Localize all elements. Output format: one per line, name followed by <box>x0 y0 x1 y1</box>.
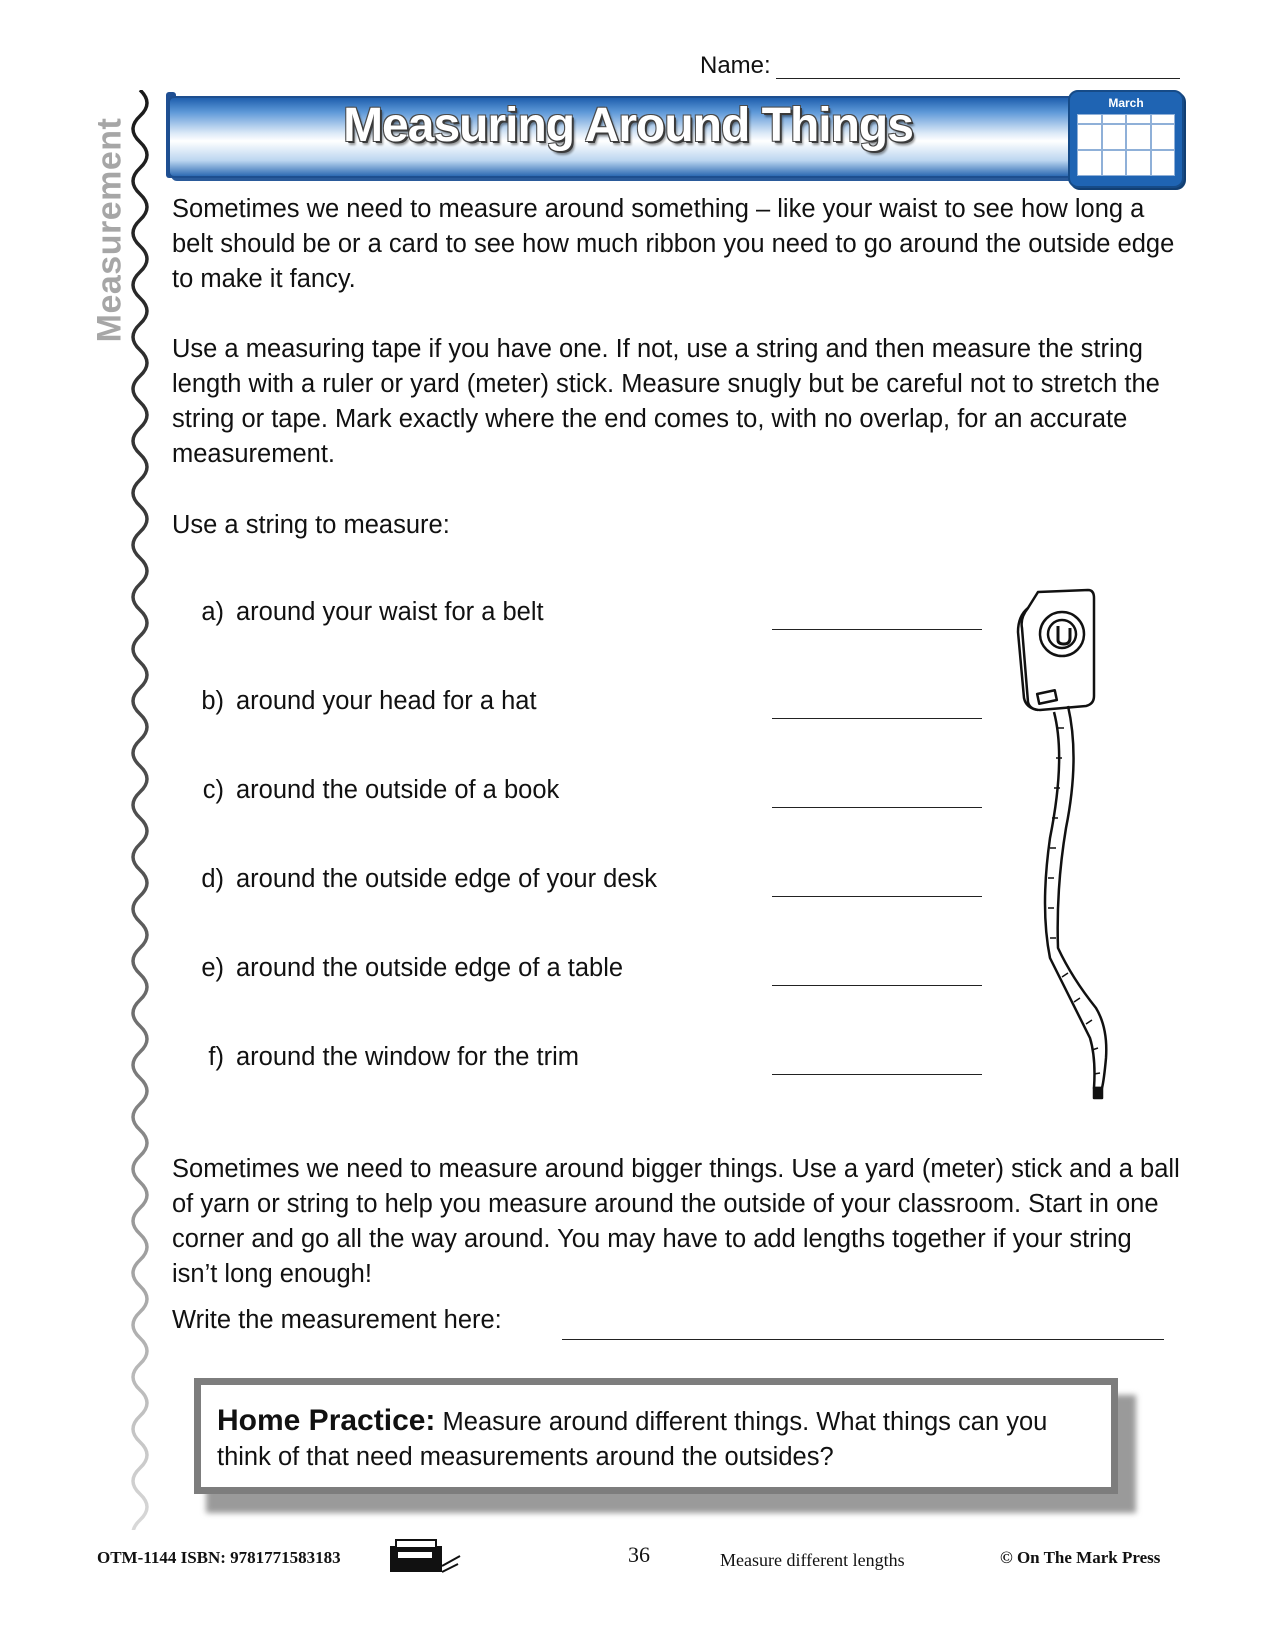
intro-paragraph: Sometimes we need to measure around something – like your waist to see how long a belt should be or a card to see how much ribbon you need to go around the outside edge to make it fancy. <box>172 195 1175 293</box>
item-letter: c) <box>202 776 224 804</box>
answer-line-d[interactable] <box>772 896 982 897</box>
home-practice-label: Home Practice: <box>217 1404 436 1437</box>
item-letter: f) <box>208 1043 224 1071</box>
write-measurement-line[interactable] <box>562 1339 1164 1340</box>
bigger-things-paragraph: Sometimes we need to measure around bigger things. Use a yard (meter) stick and a ball of yarn or string to help you measure around the outside of your classroom. Start in one corner and go all the way around. You may have to add lengths together if your string isn’t long enough! <box>172 1155 1180 1288</box>
footer-copyright: © On The Mark Press <box>1000 1548 1161 1567</box>
write-measurement-label: Write the measurement here: <box>172 1306 502 1334</box>
item-letter: d) <box>201 865 224 893</box>
list-item <box>184 954 744 988</box>
name-label: Name: <box>700 52 771 79</box>
item-text: around your waist for a belt <box>236 598 544 626</box>
answer-line-e[interactable] <box>772 985 982 986</box>
footer-isbn: OTM-1144 ISBN: 9781771583183 <box>97 1548 341 1567</box>
page-number: 36 <box>628 1542 650 1567</box>
page-title: Measuring Around Things <box>343 99 913 152</box>
answer-line-f[interactable] <box>772 1074 982 1075</box>
calendar-month: March <box>1108 96 1144 110</box>
item-letter: b) <box>201 687 224 715</box>
item-letter: e) <box>201 954 224 982</box>
answer-line-b[interactable] <box>772 718 982 719</box>
instructions-paragraph: Use a measuring tape if you have one. If not, use a string and then measure the string length with a ruler or yard (meter) stick. Measure snugly but be careful not to stretch the string or tape. Mark exactly where the end comes to, with no overlap, for an accurate measurement. <box>172 335 1160 468</box>
list-item <box>184 776 744 810</box>
calendar-grid <box>1077 114 1175 176</box>
list-item <box>184 1043 744 1077</box>
item-text: around the outside of a book <box>236 776 560 804</box>
list-item <box>184 865 744 899</box>
home-practice-body: Measure around different things. What things can you think of that need measurements around the outsides? <box>217 1408 1048 1471</box>
side-tab-text: Measurement <box>90 117 129 343</box>
answer-line-c[interactable] <box>772 807 982 808</box>
name-field[interactable] <box>700 52 1180 84</box>
home-practice-box <box>194 1378 1118 1494</box>
calendar-icon <box>1068 90 1184 188</box>
wavy-border-line <box>133 90 147 1530</box>
tape-measure-icon <box>1010 588 1120 1100</box>
list-item <box>184 598 744 632</box>
item-text: around the window for the trim <box>236 1043 580 1071</box>
footer-topic: Measure different lengths <box>720 1550 905 1570</box>
list-heading: Use a string to measure: <box>172 511 450 539</box>
item-text: around your head for a hat <box>236 687 537 715</box>
home-practice-text <box>217 1403 1107 1475</box>
item-text: around the outside edge of a table <box>236 954 624 982</box>
item-text: around the outside edge of your desk <box>236 865 658 893</box>
wavy-border <box>120 90 160 1530</box>
name-line[interactable] <box>776 78 1180 79</box>
answer-line-a[interactable] <box>772 629 982 630</box>
copier-icon <box>388 1536 462 1576</box>
list-item <box>184 687 744 721</box>
item-letter: a) <box>201 598 224 626</box>
